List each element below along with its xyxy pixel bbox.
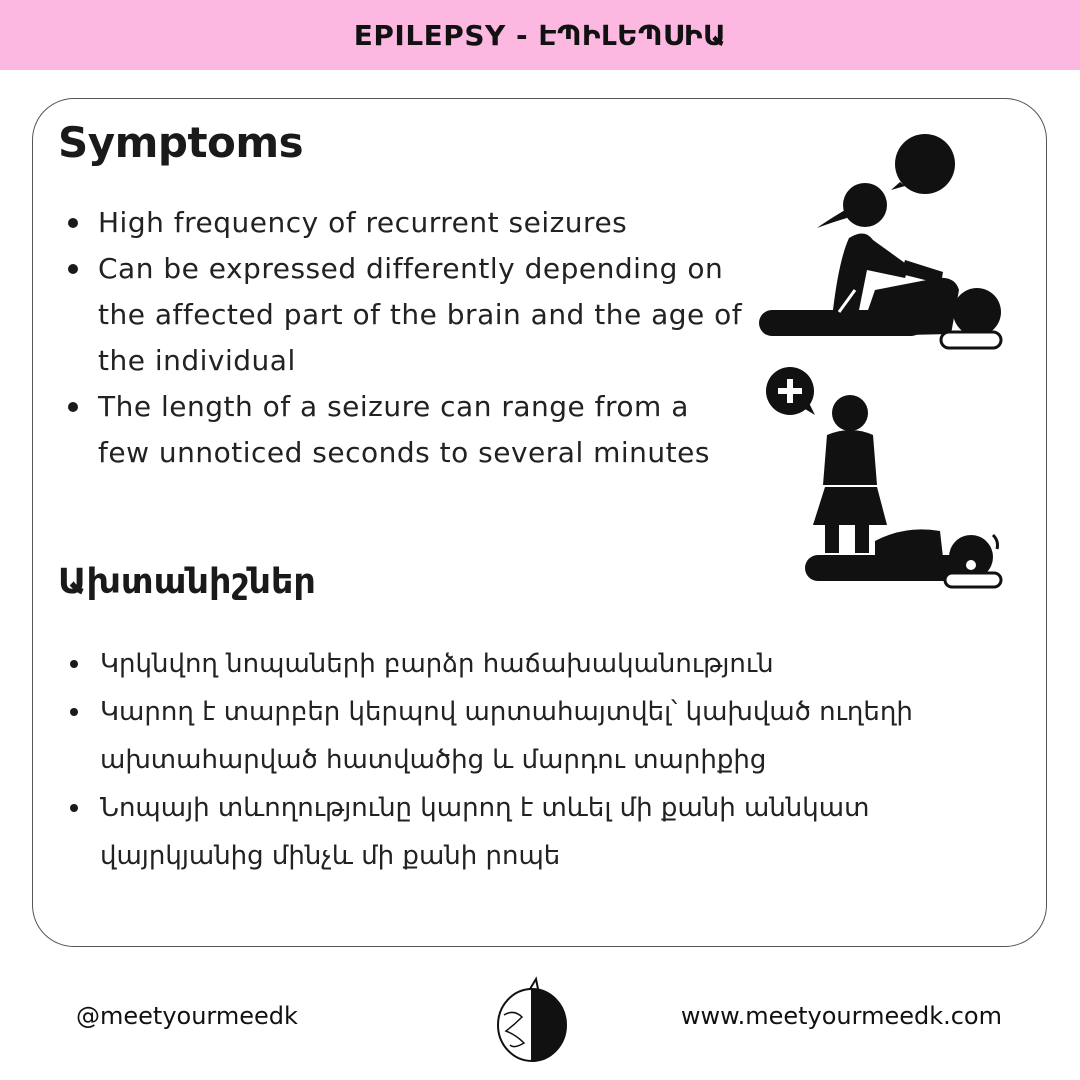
calling-help-icon [765, 365, 1010, 595]
symptoms-list-english [98, 200, 748, 476]
header-banner [0, 0, 1080, 70]
list-item: Կրկնվող նոպաների բարձր հաճախականություն [100, 640, 1000, 688]
symptoms-heading-armenian: Ախտանիշներ [58, 562, 316, 602]
social-handle: @meetyourmeedk [76, 1002, 298, 1030]
page-title: EPILEPSY - ԷՊԻԼԵՊՍԻԱ [353, 18, 727, 52]
symptoms-heading-english: Symptoms [58, 118, 304, 167]
website-url: www.meetyourmeedk.com [680, 1002, 1002, 1030]
list-item: The length of a seizure can range from a few unnoticed seconds to several minutes [98, 384, 748, 476]
list-item: Նոպայի տևողությունը կարող է տևել մի քանի աննկատ վայրկյանից մինչև մի քանի րոպե [100, 784, 1000, 880]
list-item: Կարող է տարբեր կերպով արտահայտվել՝ կախված ուղեղի ախտահարված հատվածից և մարդու տարիքից [100, 688, 1000, 784]
list-item: Can be expressed differently depending on the affected part of the brain and the age of the individual [98, 246, 748, 384]
list-item: High frequency of recurrent seizures [98, 200, 748, 246]
symptoms-list-armenian [100, 640, 1000, 880]
brain-pomegranate-logo-icon [492, 975, 572, 1065]
helper-kneeling-icon [755, 130, 1010, 360]
